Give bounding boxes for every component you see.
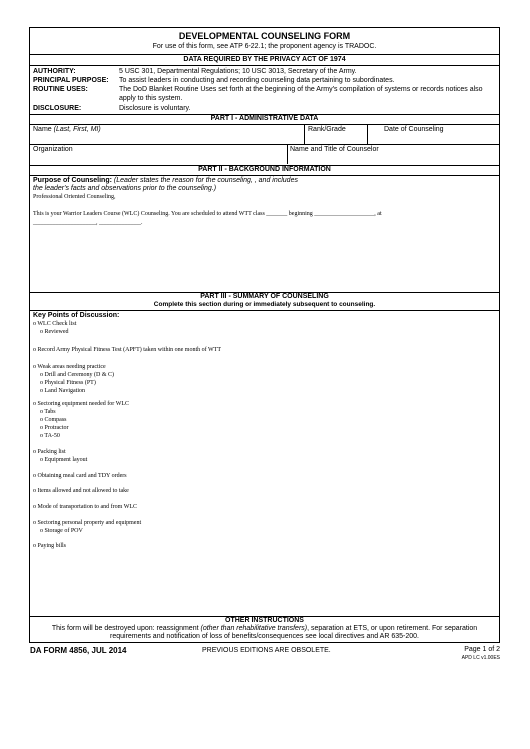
list-item[interactable]: o Mode of transportation to and from WLC [33, 504, 138, 510]
divider [30, 124, 499, 125]
name-hint: (Last, First, MI) [53, 126, 101, 133]
date-field[interactable] [371, 135, 496, 143]
list-item[interactable]: o Sectoring personal property and equipment [33, 520, 142, 526]
list-item[interactable]: o Items allowed and not allowed to take [33, 488, 129, 494]
divider [30, 144, 499, 145]
purpose-hint-2: the leader's facts and observations prior to the counseling.) [33, 185, 217, 192]
other-instructions-heading: OTHER INSTRUCTIONS [225, 617, 304, 624]
divider [287, 144, 288, 164]
list-item[interactable]: o Protractor [40, 425, 69, 431]
list-item[interactable]: o Sectoring equipment needed for WLC [33, 401, 130, 407]
list-item[interactable]: o Compass [40, 417, 67, 423]
form-frame [29, 27, 500, 643]
divider [30, 54, 499, 55]
list-item[interactable]: o TA-50 [40, 433, 60, 439]
name-field[interactable] [33, 135, 301, 143]
part3-subheading: Complete this section during or immediately subsequent to counseling. [153, 301, 376, 308]
authority-text: 5 USC 301, Departmental Regulations; 10 USC 3013, Secretary of the Army. [119, 68, 357, 75]
routine-uses-label: ROUTINE USES: [33, 86, 88, 93]
key-points-label: Key Points of Discussion: [33, 312, 120, 319]
purpose-of-counseling-label: Purpose of Counseling: [33, 177, 112, 184]
privacy-heading: DATA REQUIRED BY THE PRIVACY ACT OF 1974 [183, 56, 346, 63]
divider [367, 124, 368, 144]
purpose-hint-1: (Leader states the reason for the counseling, , and includes [113, 177, 298, 184]
purpose-value[interactable]: Professional Oriented Counseling, [33, 194, 116, 200]
list-item[interactable]: o Drill and Ceremony (D & C) [40, 372, 114, 378]
list-item[interactable]: o Packing list [33, 449, 66, 455]
list-item[interactable]: o Record Army Physical Fitness Test (APFT) taken within one month of WTT [33, 347, 222, 353]
rank-label: Rank/Grade [308, 126, 346, 133]
rank-field[interactable] [308, 135, 363, 143]
list-item[interactable]: o Weak areas needing practice [33, 364, 106, 370]
name-label [33, 126, 101, 135]
list-item[interactable]: o Paying bills [33, 543, 67, 549]
other-instructions-text-1a: This form will be destroyed upon: reassignment [51, 625, 199, 632]
part1-heading: PART I - ADMINISTRATIVE DATA [210, 115, 319, 122]
other-instructions-text-1b: (other than rehabilitative transfers) [200, 625, 308, 632]
divider [30, 175, 499, 176]
part3-heading: PART III - SUMMARY OF COUNSELING [200, 293, 329, 300]
list-item[interactable]: o Reviewed [40, 329, 69, 335]
organization-label: Organization [33, 146, 73, 153]
page-number: Page 1 of 2 [464, 646, 500, 653]
date-label: Date of Counseling [384, 126, 444, 133]
other-instructions-text-1c: , separation at ETS, or upon retirement. For separation [307, 625, 478, 632]
list-item[interactable]: o Storage of POV [40, 528, 83, 534]
purpose-label: PRINCIPAL PURPOSE: [33, 77, 109, 84]
form-version: APD LC v1.00ES [461, 655, 500, 661]
list-item[interactable]: o Tabs [40, 409, 56, 415]
purpose-hint-2-row [33, 185, 216, 194]
background-text-line-1[interactable]: This is your Warrior Leaders Course (WLC) Counseling. You are scheduled to attend WTT class _______ beginning ____________________, at [33, 211, 382, 217]
counselor-label: Name and Title of Counselor [290, 146, 379, 153]
list-item[interactable]: o Physical Fitness (PT) [40, 380, 96, 386]
list-item[interactable]: o Obtaining meal card and TDY orders [33, 473, 127, 479]
form-subtitle: For use of this form, see ATP 6-22.1; the proponent agency is TRADOC. [152, 43, 377, 50]
background-text-line-2[interactable]: _____________________, ______________. [33, 220, 143, 226]
disclosure-text: Disclosure is voluntary. [119, 105, 191, 112]
purpose-text: To assist leaders in conducting and recording counseling data pertaining to subordinates. [119, 77, 395, 84]
list-item[interactable]: o Land Navigation [40, 388, 85, 394]
name-label-text: Name [33, 126, 52, 133]
divider [30, 310, 499, 311]
disclosure-label: DISCLOSURE: [33, 105, 82, 112]
routine-uses-text: The DoD Blanket Routine Uses set forth at the beginning of the Army's compilation of systems or records notices also apply to this system. [119, 86, 483, 102]
list-item[interactable]: o Equipment layout [40, 457, 88, 463]
form-id: DA FORM 4856, JUL 2014 [30, 646, 127, 655]
counselor-field[interactable] [290, 155, 495, 163]
list-item[interactable]: o WLC Check list [33, 321, 77, 327]
authority-label: AUTHORITY: [33, 68, 76, 75]
divider [30, 65, 499, 66]
organization-field[interactable] [33, 155, 283, 163]
divider [304, 124, 305, 144]
part2-heading: PART II - BACKGROUND INFORMATION [198, 166, 331, 173]
other-instructions-line-2: requirements and notification of loss of benefits/consequences see local directives and AR 635-200. [110, 633, 419, 640]
previous-editions-note: PREVIOUS EDITIONS ARE OBSOLETE. [202, 647, 331, 654]
form-title: DEVELOPMENTAL COUNSELING FORM [178, 31, 351, 41]
